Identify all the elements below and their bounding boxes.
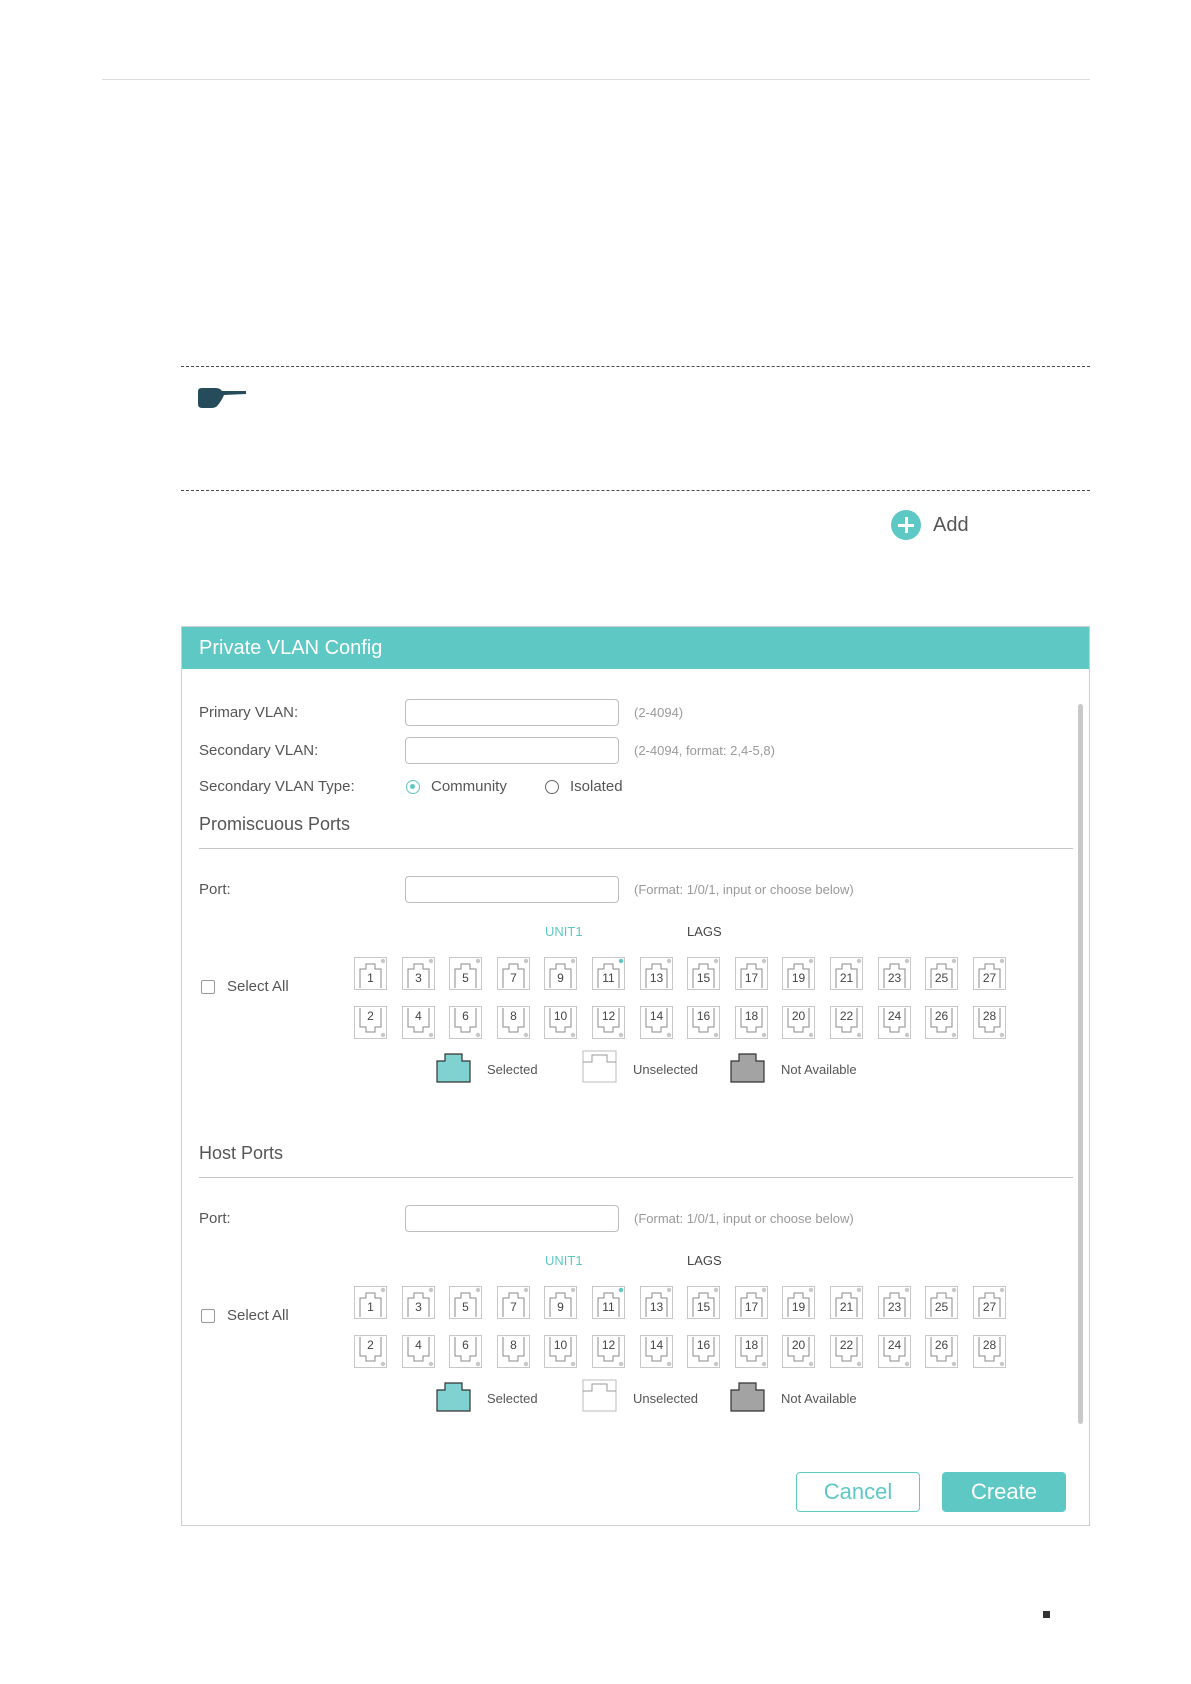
secondary-vlan-input[interactable] (405, 737, 619, 764)
port-7[interactable] (497, 1286, 530, 1319)
port-8[interactable] (497, 1335, 530, 1368)
legend-not-available-label: Not Available (781, 1061, 857, 1077)
port-number: 19 (791, 1300, 806, 1314)
port-number: 18 (744, 1009, 759, 1023)
port-12[interactable] (592, 1006, 625, 1039)
promiscuous-ports-section (182, 814, 1091, 1134)
port-3[interactable] (402, 957, 435, 990)
legend-selected (436, 1379, 538, 1417)
primary-vlan-label: Primary VLAN: (199, 704, 299, 721)
radio-dot-community (406, 780, 420, 794)
promiscuous-ports-divider (199, 848, 1073, 849)
promiscuous-ports-title: Promiscuous Ports (199, 814, 351, 834)
primary-vlan-input[interactable] (405, 699, 619, 726)
host-tab-lags[interactable]: LAGS (687, 1253, 722, 1268)
port-23[interactable] (878, 1286, 911, 1319)
port-number: 26 (934, 1009, 949, 1023)
port-4[interactable] (402, 1006, 435, 1039)
not-available-port-icon (730, 1379, 765, 1417)
port-number: 14 (649, 1009, 664, 1023)
port-24[interactable] (878, 1006, 911, 1039)
port-number: 5 (462, 971, 469, 985)
port-number: 2 (367, 1338, 374, 1352)
port-number: 13 (649, 971, 664, 985)
primary-vlan-hint: (2-4094) (634, 705, 684, 720)
radio-isolated[interactable] (545, 778, 623, 795)
host-tab-unit1[interactable]: UNIT1 (545, 1253, 583, 1268)
port-number: 4 (415, 1338, 422, 1352)
port-number: 4 (415, 1009, 422, 1023)
port-13[interactable] (640, 957, 673, 990)
legend-not-available (730, 1379, 857, 1417)
radio-community[interactable] (406, 778, 507, 795)
port-2[interactable] (354, 1335, 387, 1368)
port-11[interactable] (592, 957, 625, 990)
port-26[interactable] (925, 1335, 958, 1368)
port-19[interactable] (782, 957, 815, 990)
promiscuous-select-all-checkbox (201, 980, 215, 994)
port-number: 27 (982, 1300, 997, 1314)
unselected-port-icon (582, 1379, 617, 1417)
port-10[interactable] (544, 1006, 577, 1039)
host-port-hint: (Format: 1/0/1, input or choose below) (634, 1211, 854, 1226)
port-5[interactable] (449, 957, 482, 990)
legend-unselected-label: Unselected (633, 1390, 699, 1406)
port-number: 25 (934, 971, 949, 985)
port-number: 12 (601, 1009, 616, 1023)
port-9[interactable] (544, 957, 577, 990)
port-number: 7 (510, 971, 517, 985)
port-number: 22 (839, 1009, 854, 1023)
port-number: 9 (557, 1300, 564, 1314)
port-21[interactable] (830, 957, 863, 990)
port-number: 22 (839, 1338, 854, 1352)
port-number: 12 (601, 1338, 616, 1352)
port-19[interactable] (782, 1286, 815, 1319)
port-number: 16 (696, 1009, 711, 1023)
port-number: 3 (415, 1300, 422, 1314)
port-4[interactable] (402, 1335, 435, 1368)
port-15[interactable] (687, 957, 720, 990)
secondary-vlan-hint: (2-4094, format: 2,4-5,8) (634, 743, 775, 758)
radio-dot-isolated (545, 780, 559, 794)
port-14[interactable] (640, 1006, 673, 1039)
port-6[interactable] (449, 1006, 482, 1039)
port-number: 8 (510, 1009, 517, 1023)
port-number: 15 (696, 971, 711, 985)
port-number: 23 (887, 1300, 902, 1314)
port-28[interactable] (973, 1335, 1006, 1368)
port-number: 27 (982, 971, 997, 985)
not-available-port-icon (730, 1050, 765, 1088)
host-port-label: Port: (199, 1210, 231, 1227)
port-number: 23 (887, 971, 902, 985)
port-number: 6 (462, 1338, 469, 1352)
port-number: 19 (791, 971, 806, 985)
promiscuous-tab-unit1[interactable]: UNIT1 (545, 924, 583, 939)
private-vlan-config-dialog (181, 626, 1090, 1526)
port-3[interactable] (402, 1286, 435, 1319)
port-5[interactable] (449, 1286, 482, 1319)
port-number: 2 (367, 1009, 374, 1023)
port-number: 20 (791, 1338, 806, 1352)
port-21[interactable] (830, 1286, 863, 1319)
promiscuous-select-all-label: Select All (227, 978, 289, 995)
port-number: 24 (887, 1009, 902, 1023)
port-number: 11 (602, 1300, 615, 1314)
port-26[interactable] (925, 1006, 958, 1039)
port-11[interactable] (592, 1286, 625, 1319)
port-number: 11 (602, 971, 615, 985)
port-12[interactable] (592, 1335, 625, 1368)
port-number: 28 (982, 1009, 997, 1023)
port-16[interactable] (687, 1006, 720, 1039)
port-number: 20 (791, 1009, 806, 1023)
port-number: 16 (696, 1338, 711, 1352)
port-number: 17 (744, 1300, 759, 1314)
port-number: 1 (367, 1300, 374, 1314)
promiscuous-port-input[interactable] (405, 876, 619, 903)
create-button[interactable]: Create (942, 1472, 1066, 1512)
note-top-divider (181, 366, 1090, 367)
port-27[interactable] (973, 957, 1006, 990)
port-number: 18 (744, 1338, 759, 1352)
port-number: 26 (934, 1338, 949, 1352)
secondary-vlan-label: Secondary VLAN: (199, 742, 319, 759)
host-port-input[interactable] (405, 1205, 619, 1232)
selected-port-icon (436, 1050, 471, 1088)
legend-selected-label: Selected (487, 1390, 538, 1406)
promiscuous-select-all[interactable] (201, 978, 289, 995)
port-number: 15 (696, 1300, 711, 1314)
unselected-port-icon (582, 1050, 617, 1088)
port-number: 21 (839, 971, 854, 985)
port-number: 7 (510, 1300, 517, 1314)
add-button[interactable] (891, 510, 969, 540)
port-23[interactable] (878, 957, 911, 990)
page-corner-mark (1043, 1611, 1050, 1618)
header-rule (102, 79, 1090, 80)
port-28[interactable] (973, 1006, 1006, 1039)
port-1[interactable] (354, 957, 387, 990)
dialog-title: Private VLAN Config (182, 627, 1089, 669)
port-6[interactable] (449, 1335, 482, 1368)
port-15[interactable] (687, 1286, 720, 1319)
port-25[interactable] (925, 957, 958, 990)
plus-circle-icon (891, 510, 921, 540)
port-22[interactable] (830, 1006, 863, 1039)
legend-unselected-label: Unselected (633, 1061, 699, 1077)
port-number: 1 (367, 971, 374, 985)
port-number: 8 (510, 1338, 517, 1352)
note-bottom-divider (181, 490, 1090, 491)
port-number: 17 (744, 971, 759, 985)
pointing-hand-icon (196, 386, 248, 410)
port-17[interactable] (735, 957, 768, 990)
selected-port-icon (436, 1379, 471, 1417)
secondary-vlan-type-label: Secondary VLAN Type: (199, 778, 355, 795)
add-label: Add (933, 513, 969, 536)
host-select-all[interactable] (201, 1307, 289, 1324)
cancel-button[interactable]: Cancel (796, 1472, 920, 1512)
port-number: 5 (462, 1300, 469, 1314)
port-20[interactable] (782, 1335, 815, 1368)
port-number: 24 (887, 1338, 902, 1352)
host-select-all-checkbox (201, 1309, 215, 1323)
legend-not-available (730, 1050, 857, 1088)
port-9[interactable] (544, 1286, 577, 1319)
legend-unselected (582, 1379, 698, 1417)
legend-selected (436, 1050, 538, 1088)
port-number: 25 (934, 1300, 949, 1314)
promiscuous-tab-lags[interactable]: LAGS (687, 924, 722, 939)
port-18[interactable] (735, 1006, 768, 1039)
port-27[interactable] (973, 1286, 1006, 1319)
port-25[interactable] (925, 1286, 958, 1319)
port-18[interactable] (735, 1335, 768, 1368)
host-ports-divider (199, 1177, 1073, 1178)
host-select-all-label: Select All (227, 1307, 289, 1324)
port-number: 6 (462, 1009, 469, 1023)
port-number: 14 (649, 1338, 664, 1352)
promiscuous-port-label: Port: (199, 881, 231, 898)
radio-isolated-label: Isolated (570, 778, 623, 795)
port-number: 3 (415, 971, 422, 985)
port-16[interactable] (687, 1335, 720, 1368)
port-22[interactable] (830, 1335, 863, 1368)
port-8[interactable] (497, 1006, 530, 1039)
port-24[interactable] (878, 1335, 911, 1368)
port-number: 28 (982, 1338, 997, 1352)
promiscuous-port-hint: (Format: 1/0/1, input or choose below) (634, 882, 854, 897)
port-10[interactable] (544, 1335, 577, 1368)
port-number: 9 (557, 971, 564, 985)
port-13[interactable] (640, 1286, 673, 1319)
port-1[interactable] (354, 1286, 387, 1319)
host-ports-title: Host Ports (199, 1143, 284, 1163)
legend-selected-label: Selected (487, 1061, 538, 1077)
port-7[interactable] (497, 957, 530, 990)
port-number: 13 (649, 1300, 664, 1314)
port-number: 10 (553, 1338, 568, 1352)
port-14[interactable] (640, 1335, 673, 1368)
host-ports-section (182, 1143, 1091, 1463)
port-20[interactable] (782, 1006, 815, 1039)
port-2[interactable] (354, 1006, 387, 1039)
legend-unselected (582, 1050, 698, 1088)
port-number: 21 (839, 1300, 854, 1314)
radio-community-label: Community (431, 778, 507, 795)
port-17[interactable] (735, 1286, 768, 1319)
legend-not-available-label: Not Available (781, 1390, 857, 1406)
port-number: 10 (553, 1009, 568, 1023)
